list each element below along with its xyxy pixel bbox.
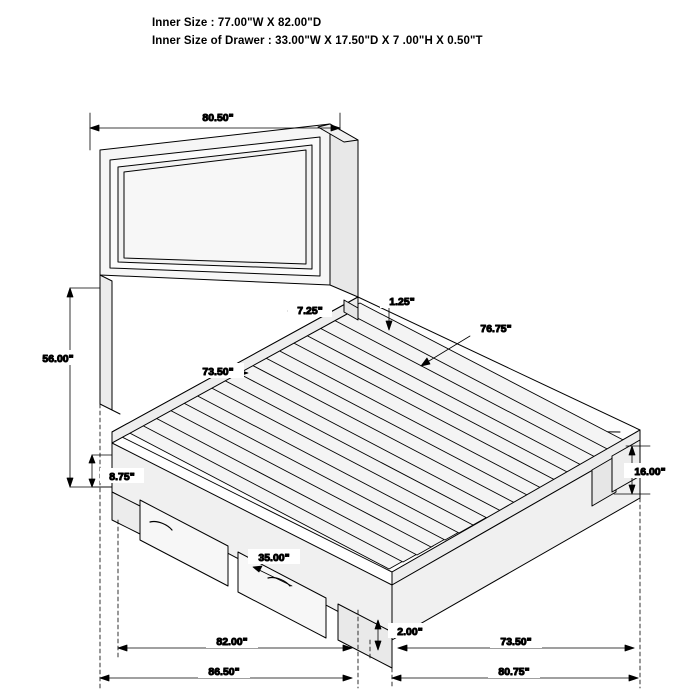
dim-drawer-width: 35.00"	[258, 552, 290, 564]
dim-headboard-height: 56.00"	[42, 353, 74, 365]
dim-rail-thickness: 1.25"	[389, 296, 415, 308]
dim-overall-width: 80.75"	[498, 666, 530, 678]
dim-bed-length: 82.00"	[216, 636, 248, 648]
dim-panel-inset: 7.25"	[297, 305, 323, 317]
dim-footboard-height: 16.00"	[634, 466, 666, 478]
dim-clearance: 2.00"	[397, 626, 423, 638]
dim-headboard-width: 80.50"	[202, 112, 234, 124]
inner-size-drawer-line: Inner Size of Drawer : 33.00"W X 17.50"D X 7 .00"H X 0.50"T	[152, 35, 483, 47]
dim-deck-depth: 76.75"	[480, 323, 512, 335]
dim-rail-height: 8.75"	[109, 471, 135, 483]
dim-bed-width-inner: 73.50"	[500, 636, 532, 648]
dim-overall-length: 86.50"	[208, 666, 240, 678]
inner-size-line: Inner Size : 77.00"W X 82.00"D	[152, 17, 322, 29]
dim-slat-span: 73.50"	[202, 366, 234, 378]
